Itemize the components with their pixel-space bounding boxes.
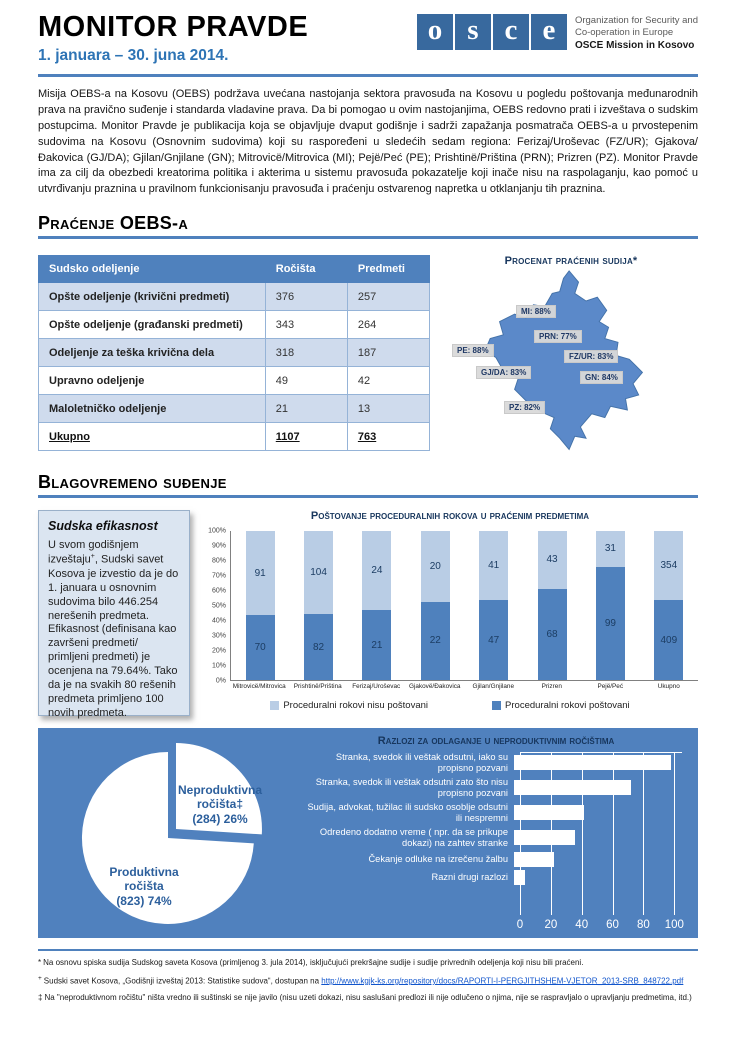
bar-value-label: 82 <box>313 641 325 653</box>
x-axis-category-label: Gjilan/Gnjilane <box>472 683 515 691</box>
bar-value-label: 47 <box>488 634 500 646</box>
bar-segment-respected <box>479 600 508 680</box>
bar-value-label: 409 <box>660 634 678 646</box>
hbar-row <box>302 852 690 867</box>
hbar-axis-tick: 0 <box>516 919 524 932</box>
bar-value-label: 41 <box>488 560 500 572</box>
bar-value-label: 31 <box>604 543 616 555</box>
bar-column <box>640 531 698 680</box>
hbar-axis-tick: 20 <box>544 919 558 932</box>
org-name <box>575 14 698 52</box>
department-cell: Opšte odeljenje (građanski predmeti) <box>39 311 266 339</box>
map-title: Procenat praćenih sudija* <box>504 255 638 268</box>
bar-segment-not-respected <box>362 531 391 610</box>
monitoring-columns <box>38 255 698 457</box>
hbar-track <box>514 755 682 770</box>
hbar-bar <box>514 805 584 820</box>
pie-label-productive-line3: (823) 74% <box>116 894 172 909</box>
header-left <box>38 12 308 65</box>
col-header-cases: Predmeti <box>347 256 429 283</box>
hbar-track <box>514 852 682 867</box>
bar-column <box>465 531 523 680</box>
org-name-line1: Organization for Security and <box>574 15 698 26</box>
value-cell: 42 <box>347 367 429 395</box>
y-tick-label: 30% <box>211 632 226 640</box>
table-header-row <box>39 256 430 283</box>
bar-segment-respected <box>362 610 391 680</box>
bar-column <box>289 531 347 680</box>
table-row <box>39 367 430 395</box>
footnote-text: Na "neproduktivnom ročištu" ništa vredno ili suštinski se nije javilo (nisu uzeti dokazi, nisu saslušani predlozi ili nije odlučeno o njima, nije se raspravljalo o upravljanju predmetima, itd.) <box>44 992 692 1002</box>
bar-column <box>523 531 581 680</box>
hbar-track <box>514 830 682 845</box>
footnote-text: Sudski savet Kosova, „Godišnji izveštaj 2013: Statistike sudova“, dostupan na <box>43 976 322 986</box>
hbar-axis <box>516 917 684 934</box>
legend-label: Proceduralni rokovi poštovani <box>505 700 630 712</box>
chart-legend <box>202 700 698 711</box>
total-value-cell: 763 <box>347 423 429 451</box>
value-cell: 264 <box>347 311 429 339</box>
map-region-label: GJ/DA: 83% <box>476 366 531 379</box>
value-cell: 21 <box>265 395 347 423</box>
stacked-bar-chart <box>190 510 698 716</box>
efficiency-text-part2: , Sudski savet Kosova je izvestio da je do 1. januara u osnovnim sudovima bilo 446.254 nerešenih predmeta. Efikasnost (definisana kao završeni predmeti/ primljeni predmeti) je ocenjena na 79.64%. Tako da je na svakih 80 rešenih predmeta primljeno 100 novih predmeta. <box>48 553 179 720</box>
map-region-label: PRN: 77% <box>534 330 582 343</box>
legend-item <box>270 700 428 711</box>
court-table-body <box>39 283 430 451</box>
court-table <box>38 255 430 451</box>
value-cell: 187 <box>347 339 429 367</box>
delay-reasons-chart <box>302 734 690 934</box>
bar-value-label: 70 <box>254 642 266 654</box>
y-tick-label: 70% <box>211 572 226 580</box>
osce-logo-icon <box>417 14 567 50</box>
x-axis-category-label: Prishtinë/Priština <box>293 683 342 691</box>
footnote-marker: + <box>38 974 42 982</box>
map-region-label: FZ/UR: 83% <box>564 350 618 363</box>
department-cell: Maloletničko odeljenje <box>39 395 266 423</box>
hbar-axis-tick: 40 <box>575 919 589 932</box>
efficiency-box-text <box>48 539 180 721</box>
footnote-link[interactable]: http://www.kgjk-ks.org/repository/docs/RAPORTI-I-PERGJITHSHEM-VJETOR_2013-SRB_848722.pdf <box>321 976 684 986</box>
footnote-marker: * <box>38 958 42 968</box>
hbar-bar <box>514 830 575 845</box>
y-tick-label: 20% <box>211 647 226 655</box>
bars-area <box>230 531 698 681</box>
hbar-track <box>514 870 682 885</box>
table-row <box>39 339 430 367</box>
delay-chart-body <box>302 752 690 917</box>
value-cell: 376 <box>265 283 347 311</box>
hbar-category-label: Razni drugi razlozi <box>431 871 508 882</box>
pie-label-unproductive-line1: Neproduktivna <box>177 783 263 798</box>
bar-segment-not-respected <box>479 531 508 600</box>
footnote-ref-plus: + <box>90 552 95 560</box>
bar-value-label: 43 <box>546 554 558 566</box>
hbar-axis-tick: 100 <box>664 919 684 932</box>
hbar-row <box>302 802 690 824</box>
x-axis-labels <box>230 683 698 690</box>
table-row <box>39 283 430 311</box>
map-region-label: MI: 88% <box>516 305 556 318</box>
value-cell: 318 <box>265 339 347 367</box>
hbar-row <box>302 752 690 774</box>
logo-letter: o <box>417 14 453 50</box>
logo-letter: c <box>493 14 529 50</box>
footnote-marker: ‡ <box>38 992 43 1002</box>
hbar-row <box>302 777 690 799</box>
hbar-axis-tick: 80 <box>637 919 650 932</box>
efficiency-text-part1: U svom godišnjem izveštaju <box>48 539 139 566</box>
bar-value-label: 20 <box>429 560 441 572</box>
legend-swatch-icon <box>270 701 279 710</box>
bar-segment-respected <box>304 614 333 680</box>
intro-paragraph: Misija OEBS-a na Kosovu (OEBS) podržava uvećana nastojanja sektora pravosuđa na Kosovu u pogledu poštovanja međunarodnih prava na pravično suđenje i standarda vladavine prava. Da bi pomogao u ovim nastojanjima, OEBS redovno prati i izveštava o sudskim postupcima. Monitor Pravde je publikacija koja se objavljuje dvaput godišnje i sadrži zapažanja posmatrača OEBS-a u prvostepenim sudovima na Kosovu (Osnovnim sudovima) koji su raspoređeni u sledećih sedam regiona: Ferizaj/Uroševac (FZ/UR); Gjakova/Đakovica (GJ/DA); Gjilan/Gnjilane (GN); Mitrovicë/Mitrovica (MI); Pejë/Peć (PE); Prishtinë/Priština (PRN); Prizren (PZ). Monitor Pravde ima za cilj da obezbedi kreatorima politika i akterima u sistemu pravosuđa pokazatelje koji inače nisu na raspolaganju, kao pomoć u utvrđivanju praznina u pravilnom funkcionisanju pravosuđa i praćenju ostvarenog napretka u otklanjanju tih praznina. <box>38 88 698 196</box>
hbar-track <box>514 780 682 795</box>
timeliness-row <box>38 510 698 720</box>
table-row <box>39 395 430 423</box>
hbar-category-label: Stranka, svedok ili veštak odsutni, iako su propisno pozvani <box>335 752 508 773</box>
value-cell: 13 <box>347 395 429 423</box>
y-tick-label: 80% <box>211 557 226 565</box>
department-cell: Odeljenje za teška krivična dela <box>39 339 266 367</box>
pie-label-unproductive-line2: ročišta‡ <box>196 797 244 812</box>
mission-name: OSCE Mission in Kosovo <box>574 39 695 51</box>
hbar-track <box>514 805 682 820</box>
section-heading-monitoring: Praćenje OEBS-a <box>38 213 698 239</box>
map-panel <box>444 255 698 457</box>
bar-segment-respected <box>596 567 625 680</box>
org-name-line2: Co-operation in Europe <box>574 26 674 38</box>
table-total-row <box>39 423 430 451</box>
y-tick-label: 50% <box>211 602 226 610</box>
col-header-hearings: Ročišta <box>265 256 347 283</box>
y-tick-label: 100% <box>208 527 226 535</box>
department-cell: Upravno odeljenje <box>39 367 266 395</box>
bar-column <box>348 531 406 680</box>
bar-segment-not-respected <box>596 531 625 567</box>
bar-value-label: 354 <box>660 560 678 572</box>
footnote <box>38 957 698 969</box>
bar-segment-respected <box>421 602 450 680</box>
map-region-label: PZ: 82% <box>504 401 545 414</box>
y-axis <box>202 527 230 685</box>
footnotes <box>38 949 698 1003</box>
value-cell: 343 <box>265 311 347 339</box>
legend-item <box>492 700 630 711</box>
legend-label: Proceduralni rokovi nisu poštovani <box>283 700 429 712</box>
x-axis-category-label: Prizren <box>541 683 562 691</box>
bar-segment-not-respected <box>304 531 333 614</box>
kosovo-map <box>444 269 698 457</box>
hbar-category-label: Odredeno dodatno vreme ( npr. da se prikupe dokazi) na zahtev stranke <box>319 826 508 848</box>
bar-segment-not-respected <box>421 531 450 602</box>
y-tick-label: 10% <box>211 662 226 670</box>
hbar-bar <box>514 852 554 867</box>
section-heading-timeliness: Blagovremeno suđenje <box>38 472 698 498</box>
bar-segment-respected <box>538 589 567 680</box>
hbar-bar <box>514 780 631 795</box>
kosovo-map-icon <box>446 269 696 457</box>
footnote-text: Na osnovu spiska sudija Sudskog saveta Kosova (primljenog 3. jula 2014), isključujući prekršajne sudije i sudije privrednih odeljenja koji nisu bili praćeni. <box>43 958 584 968</box>
total-value-cell: 1107 <box>265 423 347 451</box>
x-axis-category-label: Ukupno <box>657 683 680 691</box>
bar-column <box>581 531 639 680</box>
osce-logo <box>417 14 698 52</box>
hbar-category-label: Čekanje odluke na izrečenu žalbu <box>368 853 508 864</box>
value-cell: 257 <box>347 283 429 311</box>
x-axis-category-label: Ferizaj/Uroševac <box>352 683 401 691</box>
hbar-category-label: Stranka, svedok ili veštak odsutni zato što nisu propisno pozvani <box>315 776 508 798</box>
hbar-axis-tick: 60 <box>606 919 619 932</box>
bar-value-label: 22 <box>429 635 441 647</box>
hearings-pie-chart <box>46 734 302 934</box>
bar-segment-not-respected <box>246 531 275 615</box>
efficiency-box <box>38 510 190 720</box>
pie-chart-icon <box>46 734 302 932</box>
logo-letter: s <box>455 14 491 50</box>
table-row <box>39 311 430 339</box>
hbar-rows <box>302 752 690 885</box>
x-axis-category-label: Mitrovicë/Mitrovica <box>232 683 286 691</box>
hbar-row <box>302 870 690 885</box>
y-tick-label: 60% <box>211 587 226 595</box>
pie-label-unproductive-line3: (284) 26% <box>192 812 248 827</box>
value-cell: 49 <box>265 367 347 395</box>
stacked-chart-plot <box>202 527 698 685</box>
bar-value-label: 21 <box>371 639 383 651</box>
col-header-department: Sudsko odeljenje <box>39 256 266 283</box>
legend-swatch-icon <box>492 701 501 710</box>
logo-letter: e <box>531 14 567 50</box>
bar-value-label: 68 <box>546 628 558 640</box>
hbar-category-label: Sudija, advokat, tužilac ili sudsko osoblje odsutni ili nespremni <box>307 801 508 823</box>
bar-value-label: 24 <box>371 565 383 577</box>
y-tick-label: 0% <box>215 677 226 685</box>
pie-label-productive-line1: Produktivna <box>109 865 179 880</box>
header-divider <box>38 74 698 77</box>
footnote <box>38 992 698 1004</box>
footnote <box>38 974 698 987</box>
bar-value-label: 91 <box>254 567 266 579</box>
bar-value-label: 99 <box>604 617 616 629</box>
x-axis-category-label: Pejë/Peć <box>597 683 624 691</box>
date-range: 1. januara – 30. juna 2014. <box>38 47 229 65</box>
bar-segment-respected <box>654 600 683 680</box>
map-region-label: PE: 88% <box>452 344 494 357</box>
hbar-row <box>302 827 690 849</box>
y-tick-label: 40% <box>211 617 226 625</box>
bar-column <box>231 531 289 680</box>
delay-panel <box>38 728 698 938</box>
bar-column <box>406 531 464 680</box>
stacked-chart-title: Poštovanje proceduralnih rokova u praćenim predmetima <box>310 510 590 523</box>
bar-segment-not-respected <box>538 531 567 589</box>
y-tick-label: 90% <box>211 542 226 550</box>
x-axis-category-label: Gjakovë/Đakovica <box>408 683 461 691</box>
delay-chart-title: Razlozi za odlaganje u neproduktivnim ročištima <box>377 735 615 748</box>
pie-label-productive-line2: ročišta <box>124 879 164 894</box>
page-title: MONITOR PRAVDE <box>38 11 309 43</box>
total-label-cell: Ukupno <box>39 423 266 451</box>
hbar-bar <box>514 870 525 885</box>
header <box>38 12 698 65</box>
hbar-bar <box>514 755 671 770</box>
bar-value-label: 104 <box>310 567 327 579</box>
bar-segment-respected <box>246 615 275 680</box>
bar-segment-not-respected <box>654 531 683 600</box>
map-region-label: GN: 84% <box>580 371 623 384</box>
department-cell: Opšte odeljenje (krivični predmeti) <box>39 283 266 311</box>
efficiency-box-title: Sudska efikasnost <box>48 519 158 534</box>
